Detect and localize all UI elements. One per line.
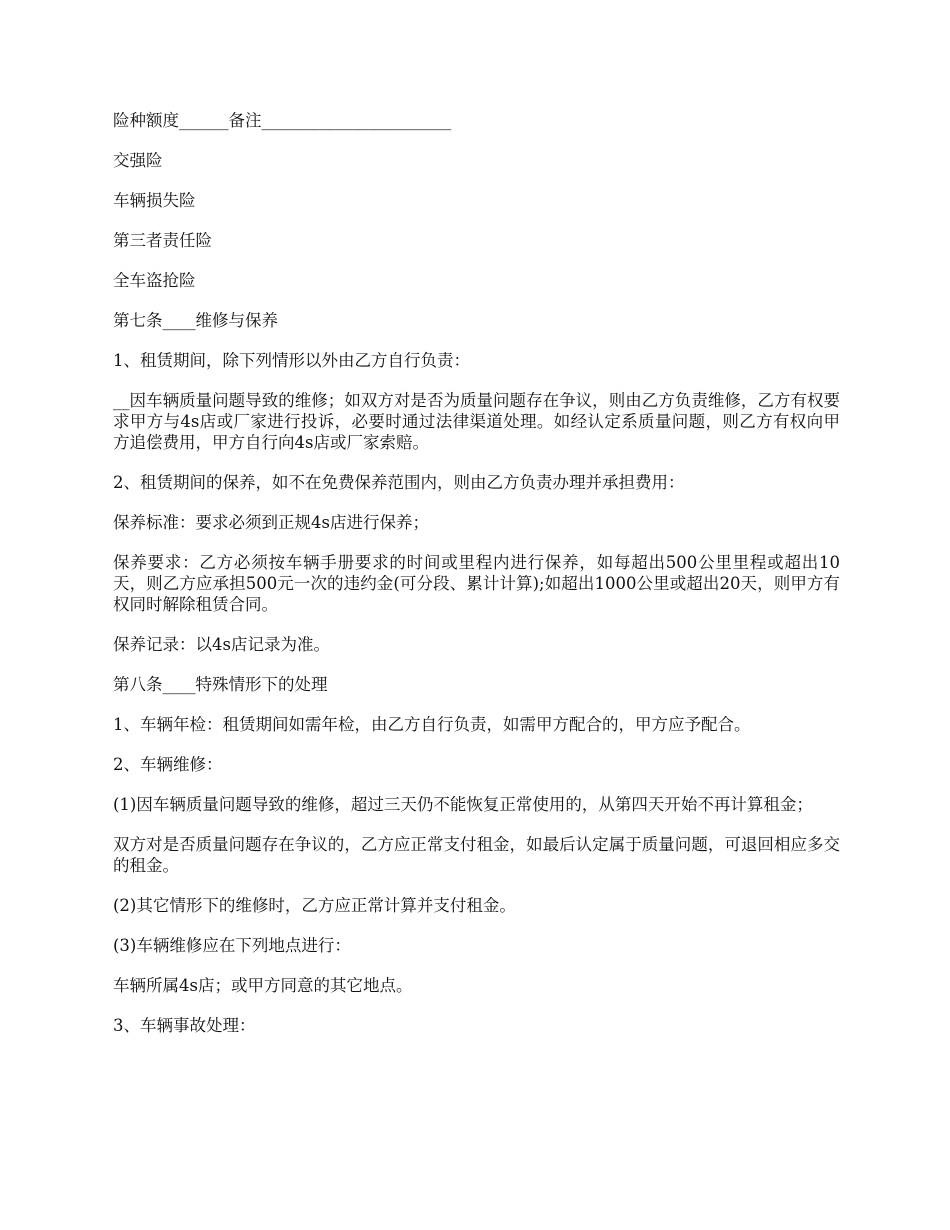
paragraph-7-2: 2、租赁期间的保养，如不在免费保养范围内，则由乙方负责办理并承担费用： <box>113 473 685 492</box>
paragraph-8-1: 1、车辆年检：租赁期间如需年检，由乙方自行负责，如需甲方配合的，甲方应予配合。 <box>113 715 751 734</box>
paragraph-quality-repair: __因车辆质量问题导致的维修；如双方对是否为质量问题存在争议，则由乙方负责维修，乙方有权要求甲方与4s店或厂家进行投诉，必要时通过法律渠道处理。如经认定系质量问题，则乙方有权向甲方追偿费用，甲方自行向4s店或厂家索赔。 <box>113 391 840 452</box>
paragraph-8-2-2: (2)其它情形下的维修时，乙方应正常计算并支付租金。 <box>113 896 516 915</box>
paragraph-vehicle-damage-insurance: 车辆损失险 <box>113 191 196 210</box>
paragraph-8-2-3: (3)车辆维修应在下列地点进行： <box>113 936 351 955</box>
paragraph-compulsory-insurance: 交强险 <box>113 151 163 170</box>
paragraph-maintenance-standard: 保养标准：要求必须到正规4s店进行保养； <box>113 513 429 532</box>
paragraph-maintenance-requirement: 保养要求：乙方必须按车辆手册要求的时间或里程内进行保养，如每超出500公里里程或超出10天，则乙方应承担500元一次的违约金(可分段、累计计算);如超出1000公里或超出20天，则甲方有权同时解除租赁合同。 <box>113 553 840 614</box>
paragraph-repair-location: 车辆所属4s店；或甲方同意的其它地点。 <box>113 976 413 995</box>
article-8-heading: 第八条____特殊情形下的处理 <box>113 675 328 694</box>
paragraph-8-2: 2、车辆维修： <box>113 755 223 774</box>
paragraph-7-1: 1、租赁期间，除下列情形以外由乙方自行负责： <box>113 351 470 370</box>
article-7-heading: 第七条____维修与保养 <box>113 311 278 330</box>
paragraph-8-3: 3、车辆事故处理： <box>113 1016 256 1035</box>
paragraph-theft-insurance: 全车盗抢险 <box>113 271 196 290</box>
paragraph-8-2-1: (1)因车辆质量问题导致的维修，超过三天仍不能恢复正常使用的，从第四天开始不再计算租金； <box>113 795 813 814</box>
document-page <box>113 110 840 1055</box>
paragraph-third-party-insurance: 第三者责任险 <box>113 231 212 250</box>
paragraph-maintenance-record: 保养记录：以4s店记录为准。 <box>113 635 330 654</box>
paragraph-insurance-header: 险种额度______备注_______________________ <box>113 111 452 130</box>
paragraph-dispute-rent: 双方对是否质量问题存在争议的，乙方应正常支付租金，如最后认定属于质量问题，可退回相应多交的租金。 <box>113 835 840 875</box>
